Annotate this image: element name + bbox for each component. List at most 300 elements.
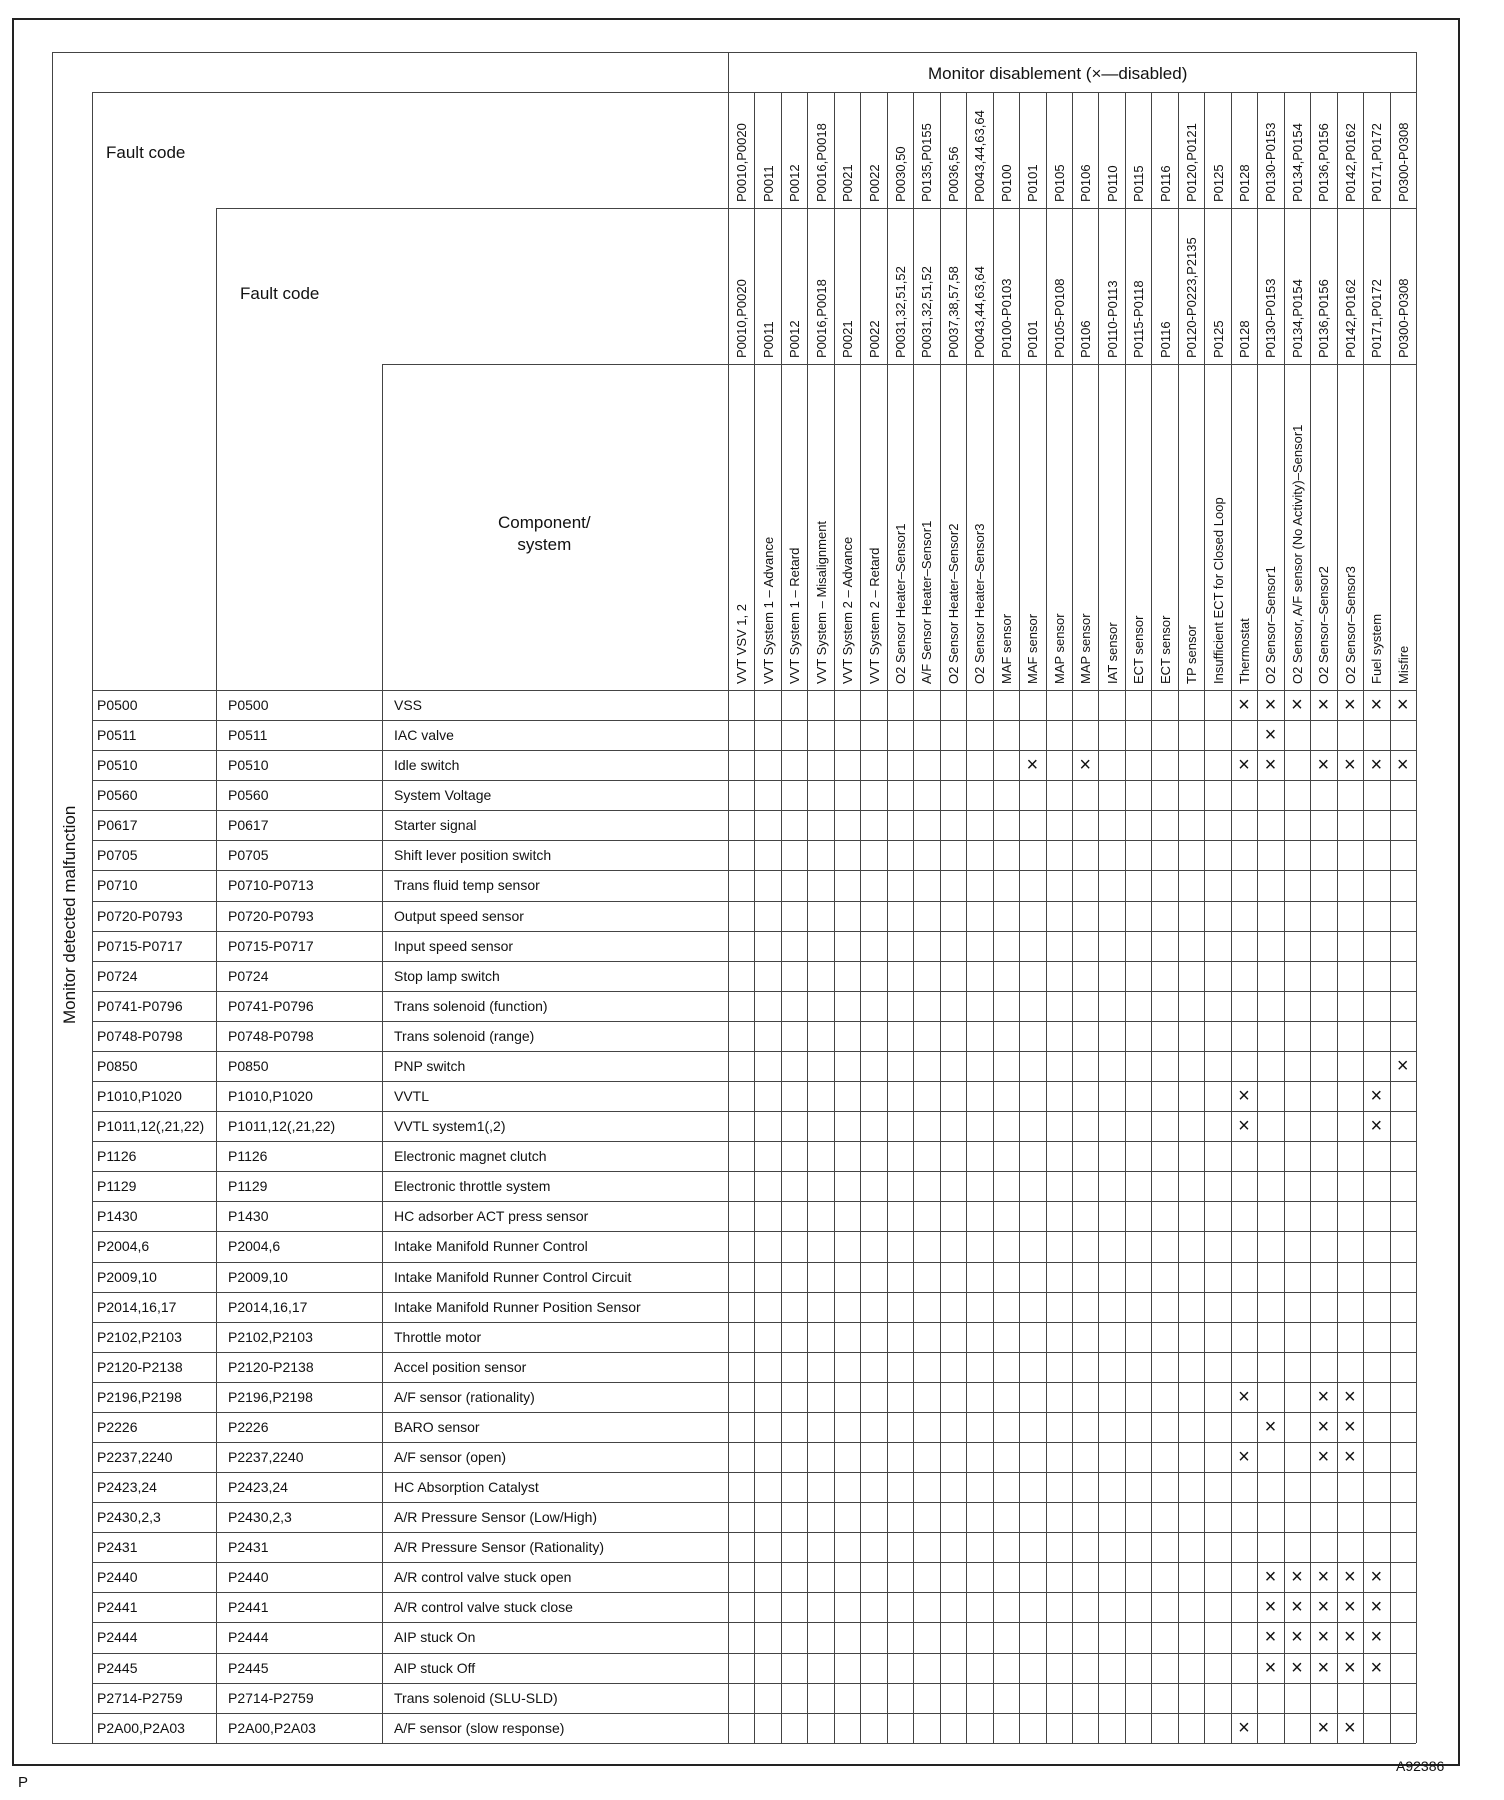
column-code-1: P0125 (1210, 164, 1226, 202)
row-fault-code-1: P1129 (97, 1178, 137, 1195)
row-component-system: A/R control valve stuck close (394, 1599, 573, 1616)
grid-col-line (1257, 92, 1258, 1743)
row-fault-code-1: P0500 (97, 697, 138, 713)
column-code-2: P0105-P0108 (1051, 278, 1067, 358)
grid-col-line (754, 92, 755, 1743)
row-line (92, 840, 1416, 841)
row-line (92, 1562, 1416, 1563)
disabled-mark: × (1370, 1115, 1383, 1138)
row-fault-code-2: P2004,6 (228, 1238, 281, 1255)
grid-col-line (940, 92, 941, 1743)
disabled-mark: × (1291, 1596, 1303, 1619)
row-component-system: Intake Manifold Runner Position Sensor (394, 1298, 641, 1315)
column-system: VVT System 1 – Retard (787, 547, 803, 684)
table-title: Monitor disablement (×—disabled) (928, 64, 1188, 83)
column-system: VVT System 2 – Advance (840, 536, 856, 684)
row-fault-code-2: P2430,2,3 (228, 1509, 292, 1526)
row-component-system: Electronic magnet clutch (394, 1148, 547, 1165)
row-fault-code-2: P2A00,P2A03 (228, 1719, 316, 1736)
disabled-mark: × (1344, 1385, 1356, 1408)
row-component-system: Electronic throttle system (394, 1178, 551, 1195)
row-line (92, 931, 1416, 932)
disabled-mark: × (1264, 1596, 1277, 1619)
row-fault-code-2: P1126 (228, 1148, 268, 1165)
grid-col-line (1046, 92, 1047, 1743)
column-code-1: P0105 (1051, 164, 1067, 202)
disabled-mark: × (1026, 754, 1039, 777)
column-code-2: P0011 (760, 321, 776, 358)
row-fault-code-2: P1011,12(,21,22) (228, 1118, 336, 1135)
column-code-1: P0100 (998, 164, 1014, 202)
row-fault-code-1: P2431 (97, 1539, 138, 1556)
row-fault-code-1: P0724 (97, 967, 138, 984)
row-fault-code-2: P2102,P2103 (228, 1328, 313, 1345)
column-code-1: P0130-P0153 (1263, 122, 1279, 202)
row-fault-code-1: P0705 (97, 847, 138, 864)
column-code-1: P0012 (787, 164, 803, 202)
grid-left-line (728, 52, 729, 1743)
row-fault-code-1: P2430,2,3 (97, 1509, 161, 1526)
row-component-system: A/F sensor (open) (394, 1449, 507, 1465)
grid-col-line (1151, 92, 1152, 1743)
disabled-mark: × (1264, 1626, 1277, 1649)
disabled-mark: × (1264, 754, 1277, 777)
column-system: TP sensor (1184, 624, 1200, 684)
row-fault-code-2: P2441 (228, 1599, 269, 1616)
disabled-mark: × (1317, 1566, 1330, 1589)
disabled-mark: × (1317, 1415, 1330, 1438)
row-line (92, 1622, 1416, 1623)
fault-code-header-2: Fault code (240, 284, 320, 303)
column-code-2: P0142,P0162 (1342, 279, 1358, 358)
row-line (92, 1171, 1416, 1172)
column-code-2: P0031,32,51,52 (919, 266, 935, 358)
row-line (92, 1051, 1416, 1052)
disabled-mark: × (1317, 1596, 1330, 1619)
row-component-system: A/R control valve stuck open (394, 1569, 572, 1586)
row-fault-code-2: P2120-P2138 (228, 1358, 314, 1375)
row-fault-code-1: P2A00,P2A03 (97, 1719, 185, 1736)
disabled-mark: × (1370, 694, 1383, 716)
row-component-system: IAC valve (394, 727, 454, 744)
row-fault-code-1: P0850 (97, 1057, 138, 1074)
column-code-2: P0115-P0118 (1131, 280, 1147, 358)
row-fault-code-2: P2714-P2759 (228, 1689, 314, 1706)
column-system: Fuel system (1369, 613, 1385, 684)
row-fault-code-1: P2004,6 (97, 1238, 150, 1255)
table-border-right (1416, 52, 1417, 1743)
column-code-1: P0021 (840, 164, 856, 202)
column-system: IAT sensor (1104, 622, 1120, 684)
row-fault-code-1: P2009,10 (97, 1268, 157, 1285)
row-fault-code-2: P0720-P0793 (228, 907, 314, 924)
column-system: Misfire (1395, 645, 1411, 684)
row-fault-code-2: P2237,2240 (228, 1449, 304, 1465)
column-code-1: P0016,P0018 (813, 123, 829, 202)
row-component-system: Trans solenoid (range) (394, 1027, 535, 1044)
row-line (92, 720, 1416, 721)
row-fault-code-1: P2444 (97, 1629, 138, 1646)
column-code-1: P0142,P0162 (1342, 123, 1358, 202)
row-line (92, 1201, 1416, 1202)
row-fault-code-1: P2196,P2198 (97, 1388, 182, 1405)
col-line-c (382, 364, 383, 1743)
row-fault-code-2: P0715-P0717 (228, 937, 314, 954)
disabled-mark: × (1396, 754, 1409, 777)
row-line (92, 1713, 1416, 1714)
row-line (92, 1502, 1416, 1503)
table-border-bottom (52, 1743, 1416, 1744)
grid-col-line (860, 92, 861, 1743)
col-line-b (216, 208, 217, 1743)
grid-col-line (1072, 92, 1073, 1743)
disabled-mark: × (1291, 694, 1303, 716)
row-component-system: Input speed sensor (394, 937, 514, 954)
disabled-mark: × (1264, 724, 1277, 747)
corner-label-left: P (18, 1774, 29, 1791)
disabled-mark: × (1344, 1566, 1356, 1589)
row-line (92, 1081, 1416, 1082)
row-fault-code-1: P0748-P0798 (97, 1027, 183, 1044)
disabled-mark: × (1317, 1626, 1330, 1649)
disabled-mark: × (1344, 1656, 1356, 1679)
row-line (92, 1592, 1416, 1593)
grid-col-line (887, 92, 888, 1743)
row-component-system: A/F sensor (rationality) (394, 1388, 535, 1405)
row-component-system: Trans solenoid (SLU-SLD) (394, 1689, 558, 1706)
row-line (92, 1472, 1416, 1473)
column-code-1: P0030,50 (893, 146, 908, 202)
row-line (92, 1442, 1416, 1443)
column-system: Insufficient ECT for Closed Loop (1210, 497, 1226, 684)
row-fault-code-1: P0710 (97, 877, 138, 894)
disabled-mark: × (1264, 694, 1277, 716)
disabled-mark: × (1264, 1415, 1277, 1438)
column-system: O2 Sensor–Sensor2 (1316, 566, 1332, 684)
row-fault-code-2: P0500 (228, 697, 269, 713)
row-fault-code-1: P2714-P2759 (97, 1689, 183, 1706)
column-code-2: P0116 (1157, 321, 1173, 358)
row-line (92, 1532, 1416, 1533)
row-component-system: Shift lever position switch (394, 847, 552, 864)
row-component-system: Trans solenoid (function) (394, 997, 548, 1014)
row-fault-code-2: P0741-P0796 (228, 997, 314, 1014)
column-system: Thermostat (1237, 618, 1252, 684)
row-line (92, 901, 1416, 902)
row-line (92, 1292, 1416, 1293)
row-component-system: AIP stuck On (394, 1629, 476, 1646)
disabled-mark: × (1370, 1596, 1383, 1619)
grid-col-line (1310, 92, 1311, 1743)
row-line (92, 1322, 1416, 1323)
disabled-mark: × (1238, 1716, 1250, 1739)
grid-col-line (1231, 92, 1232, 1743)
row-component-system: PNP switch (394, 1057, 466, 1074)
grid-col-line (993, 92, 994, 1743)
disabled-mark: × (1317, 1656, 1330, 1679)
row-fault-code-2: P0510 (228, 757, 269, 774)
row-line (92, 1653, 1416, 1654)
grid-col-line (913, 92, 914, 1743)
grid-col-line (1204, 92, 1205, 1743)
row-component-system: Stop lamp switch (394, 967, 500, 984)
column-code-2: P0043,44,63,64 (972, 266, 988, 358)
row-fault-code-2: P0560 (228, 787, 269, 804)
row-component-system: Output speed sensor (394, 907, 524, 924)
column-code-2: P0031,32,51,52 (893, 266, 908, 358)
disabled-mark: × (1344, 1415, 1356, 1438)
row-component-system: AIP stuck Off (394, 1659, 476, 1676)
row-line (92, 1352, 1416, 1353)
grid-col-line (1284, 92, 1285, 1743)
row-line (92, 1683, 1416, 1684)
row-fault-code-1: P1011,12(,21,22) (97, 1118, 205, 1135)
row-fault-code-2: P2014,16,17 (228, 1298, 308, 1315)
component-system-header: Component/ system (498, 513, 591, 554)
row-component-system: A/F sensor (slow response) (394, 1719, 565, 1736)
row-component-system: A/R Pressure Sensor (Rationality) (394, 1539, 605, 1556)
row-component-system: BARO sensor (394, 1418, 480, 1435)
column-code-1: P0101 (1025, 164, 1041, 202)
row-component-system: Idle switch (394, 757, 460, 774)
row-fault-code-1: P2445 (97, 1659, 138, 1676)
column-system: MAP sensor (1078, 613, 1094, 684)
row-fault-code-1: P0511 (97, 727, 137, 744)
row-line (92, 1412, 1416, 1413)
column-code-1: P0300-P0308 (1395, 122, 1411, 202)
column-system: O2 Sensor Heater–Sensor2 (945, 523, 961, 684)
column-code-1: P0036,56 (945, 146, 961, 202)
row-fault-code-2: P1010,P1020 (228, 1088, 313, 1105)
column-code-2: P0125 (1210, 320, 1226, 358)
row-fault-code-2: P2226 (228, 1418, 269, 1435)
column-code-2: P0022 (866, 320, 882, 358)
column-code-2: P0037,38,57,58 (945, 266, 961, 358)
column-code-2: P0100-P0103 (998, 278, 1014, 358)
row-line (92, 780, 1416, 781)
row-fault-code-2: P0617 (228, 817, 269, 834)
disabled-mark: × (1238, 1385, 1250, 1408)
row-fault-code-2: P0724 (228, 967, 269, 984)
row-component-system: Intake Manifold Runner Control (394, 1238, 588, 1255)
column-system: VVT System – Misalignment (813, 520, 829, 684)
column-code-2: P0106 (1078, 320, 1094, 358)
grid-col-line (1363, 92, 1364, 1743)
column-code-1: P0171,P0172 (1369, 123, 1385, 202)
grid-col-line (1337, 92, 1338, 1743)
row-line (92, 870, 1416, 871)
disabled-mark: × (1317, 1446, 1330, 1468)
grid-col-line (1019, 92, 1020, 1743)
disabled-mark: × (1344, 694, 1356, 716)
row-fault-code-2: P2445 (228, 1659, 269, 1676)
row-fault-code-2: P0511 (228, 727, 268, 744)
row-fault-code-1: P2441 (97, 1599, 138, 1616)
disabled-mark: × (1238, 1115, 1250, 1138)
row-fault-code-2: P0710-P0713 (228, 877, 314, 894)
row-component-system: Accel position sensor (394, 1358, 527, 1375)
grid-col-line (834, 92, 835, 1743)
row-component-system: A/R Pressure Sensor (Low/High) (394, 1509, 598, 1526)
grid-col-line (1098, 92, 1099, 1743)
row-fault-code-1: P2440 (97, 1569, 138, 1586)
column-code-1: P0136,P0156 (1316, 123, 1332, 202)
header-line-system (382, 364, 728, 365)
column-code-2: P0101 (1025, 320, 1041, 358)
row-line (92, 991, 1416, 992)
figure-id: A92386 (1396, 1758, 1445, 1774)
grid-col-line (1125, 92, 1126, 1743)
column-code-2: P0130-P0153 (1263, 278, 1279, 358)
col-line-a (92, 92, 93, 1743)
column-system: ECT sensor (1131, 615, 1147, 684)
row-fault-code-2: P2440 (228, 1569, 269, 1586)
row-component-system: Throttle motor (394, 1328, 482, 1345)
disabled-mark: × (1238, 754, 1250, 777)
row-fault-code-1: P0560 (97, 787, 138, 804)
header-line-codes2 (216, 208, 728, 209)
disabled-mark: × (1370, 1656, 1383, 1679)
row-component-system: VVTL system1(,2) (394, 1118, 506, 1135)
table-border-left (52, 52, 53, 1743)
fault-code-header-1: Fault code (106, 143, 186, 162)
column-code-1: P0011 (760, 165, 776, 202)
column-system: O2 Sensor, A/F sensor (No Activity)–Sensor1 (1289, 424, 1305, 684)
row-component-system: System Voltage (394, 787, 492, 804)
row-component-system: VVTL (394, 1088, 430, 1105)
row-component-system: Starter signal (394, 817, 477, 834)
row-fault-code-2: P0748-P0798 (228, 1027, 314, 1044)
column-system: VVT System 1 – Advance (760, 536, 776, 684)
row-fault-code-1: P2226 (97, 1418, 138, 1435)
row-line (92, 1141, 1416, 1142)
row-fault-code-2: P2431 (228, 1539, 269, 1556)
disabled-mark: × (1238, 1446, 1250, 1468)
column-code-2: P0134,P0154 (1289, 279, 1305, 358)
grid-col-line (807, 92, 808, 1743)
disabled-mark: × (1317, 694, 1330, 716)
column-code-2: P0016,P0018 (813, 279, 829, 358)
row-line (92, 1111, 1416, 1112)
row-fault-code-1: P1430 (97, 1208, 138, 1225)
row-component-system: VSS (394, 697, 423, 713)
column-code-1: P0010,P0020 (734, 123, 750, 202)
disabled-mark: × (1317, 754, 1330, 777)
row-line (92, 1231, 1416, 1232)
row-fault-code-2: P1430 (228, 1208, 269, 1225)
row-fault-code-1: P1010,P1020 (97, 1088, 182, 1105)
row-fault-code-1: P2102,P2103 (97, 1328, 182, 1345)
row-fault-code-2: P2009,10 (228, 1268, 288, 1285)
row-fault-code-2: P0705 (228, 847, 269, 864)
column-code-1: P0106 (1078, 164, 1094, 202)
column-code-1: P0134,P0154 (1289, 123, 1305, 202)
column-code-1: P0128 (1237, 164, 1252, 202)
column-code-1: P0120,P0121 (1184, 123, 1200, 202)
column-system: A/F Sensor Heater–Sensor1 (919, 520, 935, 684)
column-code-2: P0021 (840, 320, 856, 358)
column-system: MAP sensor (1051, 613, 1067, 684)
row-fault-code-2: P2423,24 (228, 1479, 288, 1496)
row-line (92, 810, 1416, 811)
column-system: VVT System 2 – Retard (866, 547, 882, 684)
row-fault-code-2: P2196,P2198 (228, 1388, 313, 1405)
disabled-mark: × (1317, 1385, 1330, 1408)
row-component-system: HC Absorption Catalyst (394, 1479, 539, 1496)
column-code-2: P0012 (787, 320, 803, 358)
disabled-mark: × (1396, 1054, 1409, 1077)
row-fault-code-1: P2423,24 (97, 1479, 157, 1496)
disabled-mark: × (1264, 1566, 1277, 1589)
row-fault-code-1: P0510 (97, 757, 138, 774)
column-code-1: P0110 (1104, 165, 1120, 202)
column-code-1: P0116 (1157, 165, 1173, 202)
row-fault-code-1: P2014,16,17 (97, 1298, 177, 1315)
column-code-2: P0110-P0113 (1104, 280, 1120, 358)
disabled-mark: × (1370, 1566, 1383, 1589)
disabled-mark: × (1291, 1656, 1303, 1679)
disabled-mark: × (1344, 1626, 1356, 1649)
disabled-mark: × (1238, 1085, 1250, 1108)
disabled-mark: × (1264, 1656, 1277, 1679)
column-system: O2 Sensor Heater–Sensor3 (972, 523, 988, 684)
disabled-mark: × (1344, 1446, 1356, 1468)
disabled-mark: × (1370, 1085, 1383, 1108)
row-fault-code-1: P0617 (97, 817, 138, 834)
row-line (92, 1382, 1416, 1383)
disabled-mark: × (1291, 1566, 1303, 1589)
column-code-1: P0043,44,63,64 (972, 110, 988, 202)
row-fault-code-2: P2444 (228, 1629, 269, 1646)
column-system: VVT VSV 1, 2 (734, 604, 750, 684)
column-system: MAF sensor (1025, 613, 1041, 684)
row-fault-code-2: P0850 (228, 1057, 269, 1074)
grid-col-line (1390, 92, 1391, 1743)
row-component-system: HC adsorber ACT press sensor (394, 1208, 589, 1225)
disabled-mark: × (1238, 694, 1250, 716)
row-line (92, 1021, 1416, 1022)
column-system: O2 Sensor–Sensor3 (1342, 566, 1358, 684)
row-fault-code-1: P0741-P0796 (97, 997, 183, 1014)
row-line (92, 961, 1416, 962)
disabled-mark: × (1370, 754, 1383, 777)
grid-col-line (1178, 92, 1179, 1743)
disabled-mark: × (1344, 1596, 1356, 1619)
row-fault-code-1: P0715-P0717 (97, 937, 183, 954)
row-fault-code-2: P1129 (228, 1178, 268, 1195)
row-fault-code-1: P2237,2240 (97, 1449, 173, 1465)
row-fault-code-1: P2120-P2138 (97, 1358, 183, 1375)
column-code-2: P0171,P0172 (1369, 279, 1385, 358)
disabled-mark: × (1396, 694, 1409, 716)
column-system: ECT sensor (1157, 615, 1173, 684)
table-border-top (52, 52, 1416, 53)
column-code-2: P0120-P0223,P2135 (1184, 237, 1200, 358)
column-code-2: P0128 (1237, 320, 1252, 358)
grid-col-line (966, 92, 967, 1743)
grid-col-line (781, 92, 782, 1743)
row-fault-code-1: P1126 (97, 1148, 137, 1165)
row-fault-code-1: P0720-P0793 (97, 907, 183, 924)
column-code-2: P0010,P0020 (734, 279, 750, 358)
column-code-2: P0300-P0308 (1395, 278, 1411, 358)
column-code-1: P0115 (1131, 165, 1147, 202)
disabled-mark: × (1079, 754, 1092, 777)
disabled-mark: × (1344, 754, 1356, 777)
column-code-1: P0022 (866, 164, 882, 202)
row-line (92, 1262, 1416, 1263)
column-code-2: P0136,P0156 (1316, 279, 1332, 358)
